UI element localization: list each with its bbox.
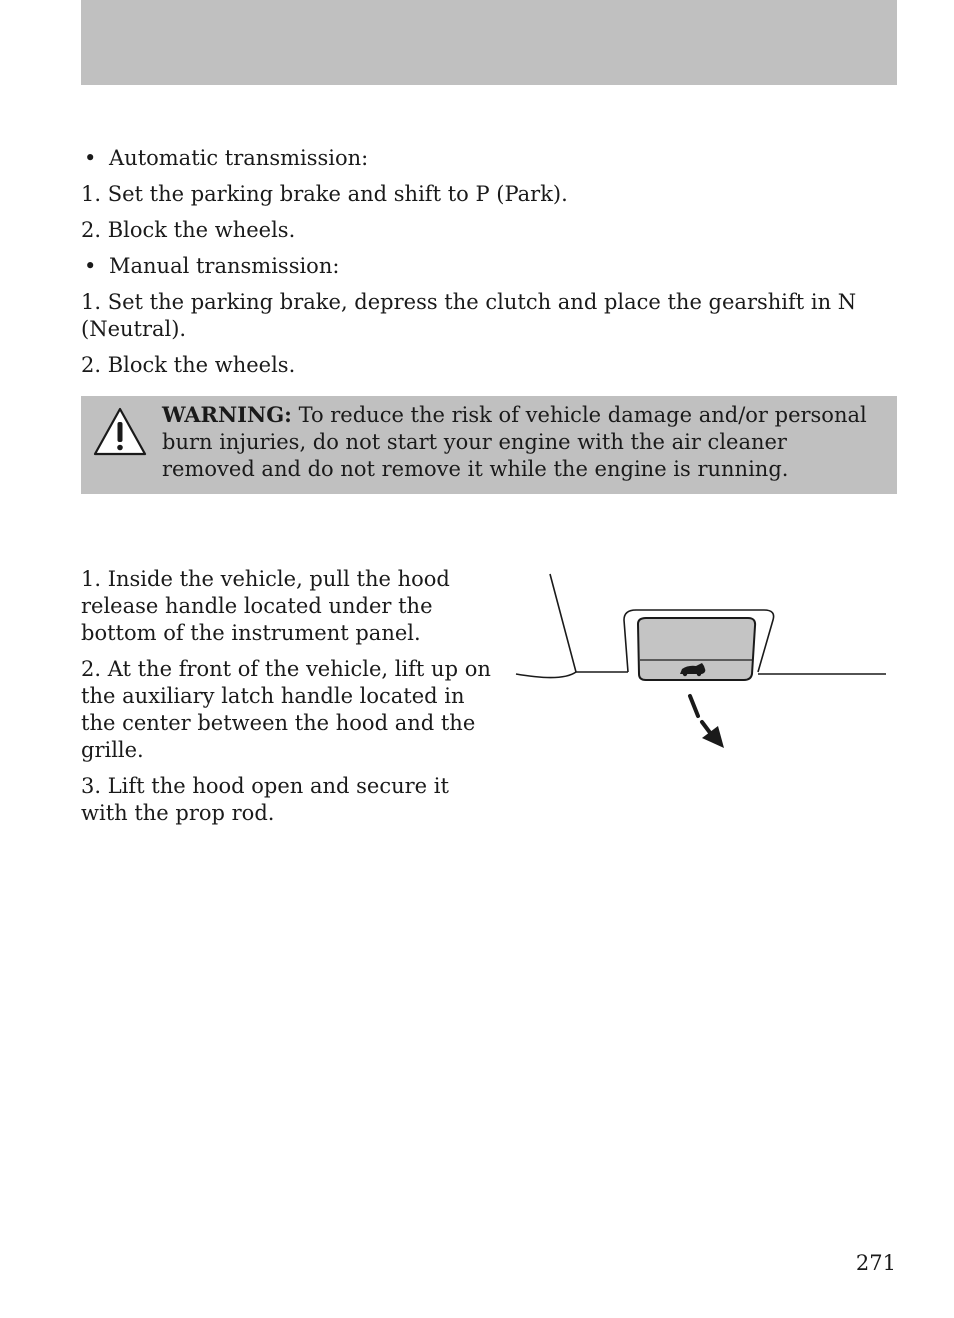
transmission-instructions	[81, 145, 897, 388]
bullet-dot: •	[84, 146, 97, 170]
hood-opening-procedure	[81, 566, 501, 836]
hood-release-handle-illustration	[512, 570, 888, 755]
manual-step-2: 2. Block the wheels.	[81, 353, 296, 377]
header-bar	[81, 0, 897, 85]
warning-triangle-icon	[92, 405, 148, 459]
bullet-dot: •	[84, 254, 97, 278]
auto-step-2: 2. Block the wheels.	[81, 218, 296, 242]
page-number: 271	[855, 1251, 896, 1275]
auto-step-1: 1. Set the parking brake and shift to P (Park).	[81, 182, 568, 206]
warning-label: WARNING:	[162, 402, 292, 427]
bullet-automatic-text: Automatic transmission:	[109, 146, 369, 170]
procedure-step-2: 2. At the front of the vehicle, lift up on the auxiliary latch handle located in the center between the hood and the grille.	[81, 657, 491, 762]
bullet-manual	[81, 253, 897, 280]
procedure-step-1: 1. Inside the vehicle, pull the hood release handle located under the bottom of the instrument panel.	[81, 567, 450, 645]
procedure-step-3: 3. Lift the hood open and secure it with the prop rod.	[81, 774, 449, 825]
bullet-automatic	[81, 145, 897, 172]
bullet-manual-text: Manual transmission:	[109, 254, 340, 278]
manual-step-1: 1. Set the parking brake, depress the clutch and place the gearshift in N (Neutral).	[81, 290, 857, 341]
warning-text: To reduce the risk of vehicle damage and/or personal burn injuries, do not start your engine with the air cleaner removed and do not remove it while the engine is running.	[162, 403, 867, 481]
warning-box	[81, 396, 897, 494]
